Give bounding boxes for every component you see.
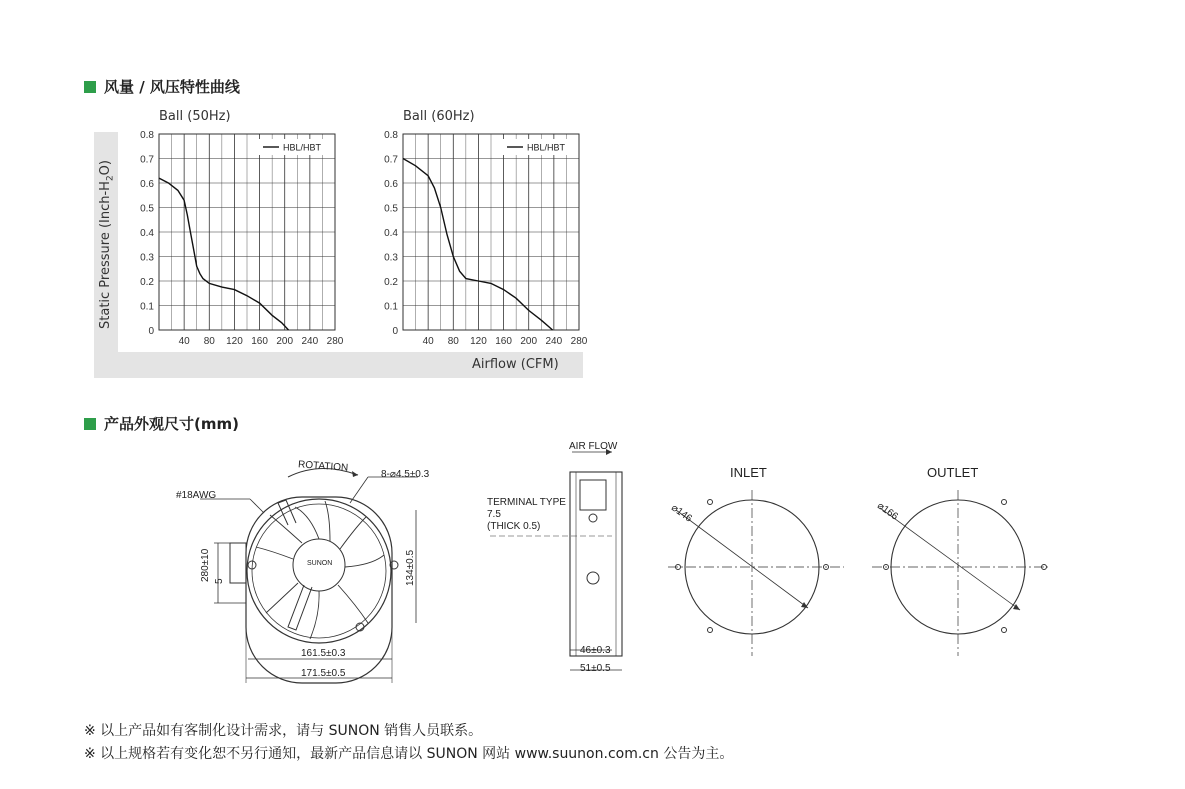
legend-label: HBL/HBT bbox=[527, 142, 566, 153]
inlet-title: INLET bbox=[730, 465, 767, 480]
section-title-curves-text: 风量 / 风压特性曲线 bbox=[104, 78, 240, 96]
y-tick-label: 0.3 bbox=[384, 252, 398, 264]
y-tick-label: 0.7 bbox=[384, 154, 398, 166]
y-tick-label: 0.2 bbox=[140, 277, 154, 288]
ground-symbol-icon bbox=[587, 572, 599, 584]
awg-label: #18AWG bbox=[176, 490, 217, 501]
dim-51-label: 51±0.5 bbox=[580, 663, 611, 674]
outlet-title: OUTLET bbox=[927, 465, 979, 480]
chart-50hz bbox=[126, 126, 348, 348]
y-tick-label: 0 bbox=[392, 326, 398, 337]
y-tick-label: 0.5 bbox=[140, 203, 154, 215]
inlet-diameter-label: ⌀146 bbox=[668, 502, 694, 525]
note-spec-change: ※ 以上规格若有变化恕不另行通知，最新产品信息请以 SUNON 网站 www.suunon.com.cn 公告为主。 bbox=[84, 746, 734, 762]
y-tick-label: 0.4 bbox=[384, 228, 398, 239]
lead-length-label: 280±10 bbox=[200, 548, 211, 582]
terminal-75-label: 7.5 bbox=[487, 509, 501, 520]
x-tick-label: 160 bbox=[495, 336, 512, 347]
x-tick-label: 40 bbox=[178, 336, 190, 347]
side-view-drawing bbox=[480, 440, 630, 680]
x-tick-label: 80 bbox=[447, 336, 459, 347]
green-square-icon bbox=[84, 418, 96, 430]
terminal-label: TERMINAL TYPE bbox=[487, 497, 566, 508]
y-tick-label: 0.6 bbox=[384, 179, 398, 190]
x-tick-label: 160 bbox=[251, 336, 268, 347]
x-tick-label: 200 bbox=[520, 336, 538, 347]
dim-134-label: 134±0.5 bbox=[405, 549, 416, 586]
x-axis-label: Airflow (CFM) bbox=[472, 357, 559, 372]
y-axis-label: Static Pressure $(Inch-H_2O)$ bbox=[98, 160, 116, 329]
fan-side-frame bbox=[570, 472, 622, 656]
legend-label: HBL/HBT bbox=[283, 142, 322, 153]
x-tick-label: 240 bbox=[545, 336, 563, 347]
lead-small-label: 5 bbox=[214, 578, 225, 584]
holes-label: 8-⌀4.5±0.3 bbox=[381, 469, 430, 480]
y-tick-label: 0.3 bbox=[140, 252, 154, 264]
brand-label: SUNON bbox=[307, 560, 333, 567]
dim-161-label: 161.5±0.3 bbox=[301, 648, 346, 659]
chart-title-60hz: Ball (60Hz) bbox=[403, 109, 475, 124]
x-tick-label: 280 bbox=[570, 336, 588, 347]
fan-outer-ring bbox=[247, 499, 391, 643]
x-tick-label: 80 bbox=[203, 336, 215, 347]
section-title-dimensions-text: 产品外观尺寸(mm) bbox=[104, 415, 239, 433]
x-tick-label: 200 bbox=[276, 336, 294, 347]
inlet-view-drawing bbox=[668, 490, 844, 660]
y-tick-label: 0.6 bbox=[140, 179, 154, 190]
rotation-label: ROTATION bbox=[297, 459, 349, 474]
y-tick-label: 0.5 bbox=[384, 203, 398, 215]
x-tick-label: 280 bbox=[326, 336, 344, 347]
y-tick-label: 0.8 bbox=[384, 130, 398, 141]
y-tick-label: 0.1 bbox=[384, 301, 398, 313]
x-tick-label: 120 bbox=[226, 336, 243, 347]
outlet-diameter-label: ⌀166 bbox=[874, 500, 900, 523]
x-tick-label: 40 bbox=[422, 336, 434, 347]
section-title-curves bbox=[84, 76, 240, 97]
x-tick-label: 240 bbox=[301, 336, 319, 347]
y-tick-label: 0.1 bbox=[140, 301, 154, 313]
y-tick-label: 0.8 bbox=[140, 130, 154, 141]
green-square-icon bbox=[84, 81, 96, 93]
dim-46-label: 46±0.3 bbox=[580, 645, 611, 656]
y-tick-label: 0 bbox=[148, 326, 154, 337]
airflow-label: AIR FLOW bbox=[569, 441, 618, 452]
y-tick-label: 0.7 bbox=[140, 154, 154, 166]
terminal-thick-label: (THICK 0.5) bbox=[487, 521, 541, 532]
chart-60hz bbox=[370, 126, 592, 348]
section-title-dimensions bbox=[84, 413, 239, 434]
dim-171-label: 171.5±0.5 bbox=[301, 668, 346, 679]
y-tick-label: 0.2 bbox=[384, 277, 398, 288]
y-tick-label: 0.4 bbox=[140, 228, 154, 239]
note-custom-design: ※ 以上产品如有客制化设计需求，请与 SUNON 销售人员联系。 bbox=[84, 723, 483, 739]
x-tick-label: 120 bbox=[470, 336, 487, 347]
chart-title-50hz: Ball (50Hz) bbox=[159, 109, 231, 124]
